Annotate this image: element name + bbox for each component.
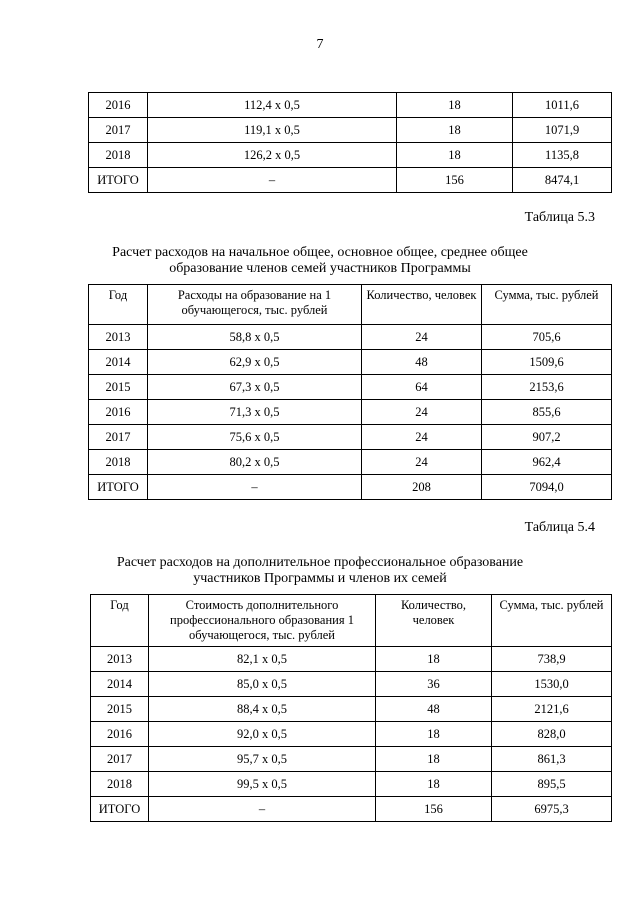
count-cell: 18	[397, 143, 513, 168]
table-row	[91, 772, 612, 797]
table-row	[89, 118, 612, 143]
year-cell: 2016	[89, 93, 148, 118]
table-row	[89, 400, 612, 425]
year-cell: 2014	[89, 350, 148, 375]
table-row	[91, 697, 612, 722]
table-5-4-caption: Таблица 5.4	[524, 520, 595, 535]
sum-cell: 1071,9	[513, 118, 612, 143]
table-header-row	[91, 595, 612, 647]
count-cell: 18	[376, 747, 492, 772]
sum-cell: 1135,8	[513, 143, 612, 168]
count-cell: 48	[362, 350, 482, 375]
sum-cell: 895,5	[492, 772, 612, 797]
count-cell: 36	[376, 672, 492, 697]
count-cell: 18	[397, 118, 513, 143]
count-cell: 18	[376, 772, 492, 797]
count-cell: 18	[376, 647, 492, 672]
table-row	[89, 350, 612, 375]
calculation-cell: –	[149, 797, 376, 822]
table-header-row	[89, 285, 612, 325]
calculation-cell: –	[148, 475, 362, 500]
header-year: Год	[89, 285, 148, 325]
count-cell: 208	[362, 475, 482, 500]
calculation-cell: –	[148, 168, 397, 193]
year-cell: ИТОГО	[89, 475, 148, 500]
year-cell: 2017	[89, 425, 148, 450]
header-cost-per-student: Стоимость дополнительного профессионального образования 1 обучающегося, тыс. рублей	[149, 595, 376, 647]
table-row	[91, 797, 612, 822]
calculation-cell: 85,0 х 0,5	[149, 672, 376, 697]
count-cell: 18	[397, 93, 513, 118]
calculation-cell: 71,3 х 0,5	[148, 400, 362, 425]
year-cell: 2015	[91, 697, 149, 722]
year-cell: 2014	[91, 672, 149, 697]
table-row	[91, 672, 612, 697]
calculation-cell: 80,2 х 0,5	[148, 450, 362, 475]
table-row	[89, 325, 612, 350]
calculation-cell: 112,4 х 0,5	[148, 93, 397, 118]
sum-cell: 8474,1	[513, 168, 612, 193]
table-5-3	[88, 284, 612, 500]
count-cell: 156	[376, 797, 492, 822]
header-count: Количество, человек	[362, 285, 482, 325]
table-5-4-body	[91, 647, 612, 822]
count-cell: 18	[376, 722, 492, 747]
table-5-3-body	[89, 325, 612, 500]
table-row	[89, 425, 612, 450]
calculation-cell: 75,6 х 0,5	[148, 425, 362, 450]
table-5-4-title-line-1: Расчет расходов на дополнительное профессиональное образование	[116, 555, 524, 570]
header-sum: Сумма, тыс. рублей	[482, 285, 612, 325]
sum-cell: 1530,0	[492, 672, 612, 697]
table-5-3-title-line-1: Расчет расходов на начальное общее, основное общее, среднее общее	[112, 245, 528, 260]
count-cell: 24	[362, 450, 482, 475]
header-year: Год	[91, 595, 149, 647]
sum-cell: 1011,6	[513, 93, 612, 118]
count-cell: 64	[362, 375, 482, 400]
year-cell: 2013	[91, 647, 149, 672]
count-cell: 48	[376, 697, 492, 722]
sum-cell: 7094,0	[482, 475, 612, 500]
table-row	[89, 93, 612, 118]
calculation-cell: 67,3 х 0,5	[148, 375, 362, 400]
header-cost-per-student: Расходы на образование на 1 обучающегося, тыс. рублей	[148, 285, 362, 325]
table-row	[91, 722, 612, 747]
calculation-cell: 88,4 х 0,5	[149, 697, 376, 722]
year-cell: 2018	[89, 143, 148, 168]
sum-cell: 861,3	[492, 747, 612, 772]
sum-cell: 828,0	[492, 722, 612, 747]
calculation-cell: 95,7 х 0,5	[149, 747, 376, 772]
table-row	[91, 747, 612, 772]
table-row	[89, 143, 612, 168]
year-cell: 2013	[89, 325, 148, 350]
calculation-cell: 92,0 х 0,5	[149, 722, 376, 747]
sum-cell: 962,4	[482, 450, 612, 475]
calculation-cell: 58,8 х 0,5	[148, 325, 362, 350]
year-cell: 2018	[91, 772, 149, 797]
sum-cell: 2121,6	[492, 697, 612, 722]
continuation-table-body	[89, 93, 612, 193]
sum-cell: 1509,6	[482, 350, 612, 375]
header-count: Количество, человек	[376, 595, 492, 647]
table-5-4-title-line-2: участников Программы и членов их семей	[193, 571, 447, 586]
table-row	[91, 647, 612, 672]
year-cell: 2018	[89, 450, 148, 475]
calculation-cell: 119,1 х 0,5	[148, 118, 397, 143]
year-cell: ИТОГО	[89, 168, 148, 193]
table-5-3-caption: Таблица 5.3	[524, 210, 595, 225]
sum-cell: 738,9	[492, 647, 612, 672]
table-row	[89, 475, 612, 500]
sum-cell: 2153,6	[482, 375, 612, 400]
table-row	[89, 168, 612, 193]
page-number: 7	[316, 37, 324, 52]
table-5-3-title	[0, 245, 640, 277]
header-sum: Сумма, тыс. рублей	[492, 595, 612, 647]
year-cell: 2015	[89, 375, 148, 400]
calculation-cell: 82,1 х 0,5	[149, 647, 376, 672]
year-cell: ИТОГО	[91, 797, 149, 822]
year-cell: 2016	[91, 722, 149, 747]
table-row	[89, 450, 612, 475]
calculation-cell: 99,5 х 0,5	[149, 772, 376, 797]
sum-cell: 907,2	[482, 425, 612, 450]
count-cell: 24	[362, 400, 482, 425]
continuation-table	[88, 92, 612, 193]
table-5-4-title	[0, 555, 640, 587]
table-5-4	[90, 594, 612, 822]
count-cell: 24	[362, 325, 482, 350]
sum-cell: 705,6	[482, 325, 612, 350]
table-row	[89, 375, 612, 400]
sum-cell: 6975,3	[492, 797, 612, 822]
count-cell: 156	[397, 168, 513, 193]
year-cell: 2016	[89, 400, 148, 425]
year-cell: 2017	[89, 118, 148, 143]
calculation-cell: 126,2 х 0,5	[148, 143, 397, 168]
calculation-cell: 62,9 х 0,5	[148, 350, 362, 375]
count-cell: 24	[362, 425, 482, 450]
year-cell: 2017	[91, 747, 149, 772]
table-5-3-title-line-2: образование членов семей участников Программы	[169, 261, 471, 276]
sum-cell: 855,6	[482, 400, 612, 425]
